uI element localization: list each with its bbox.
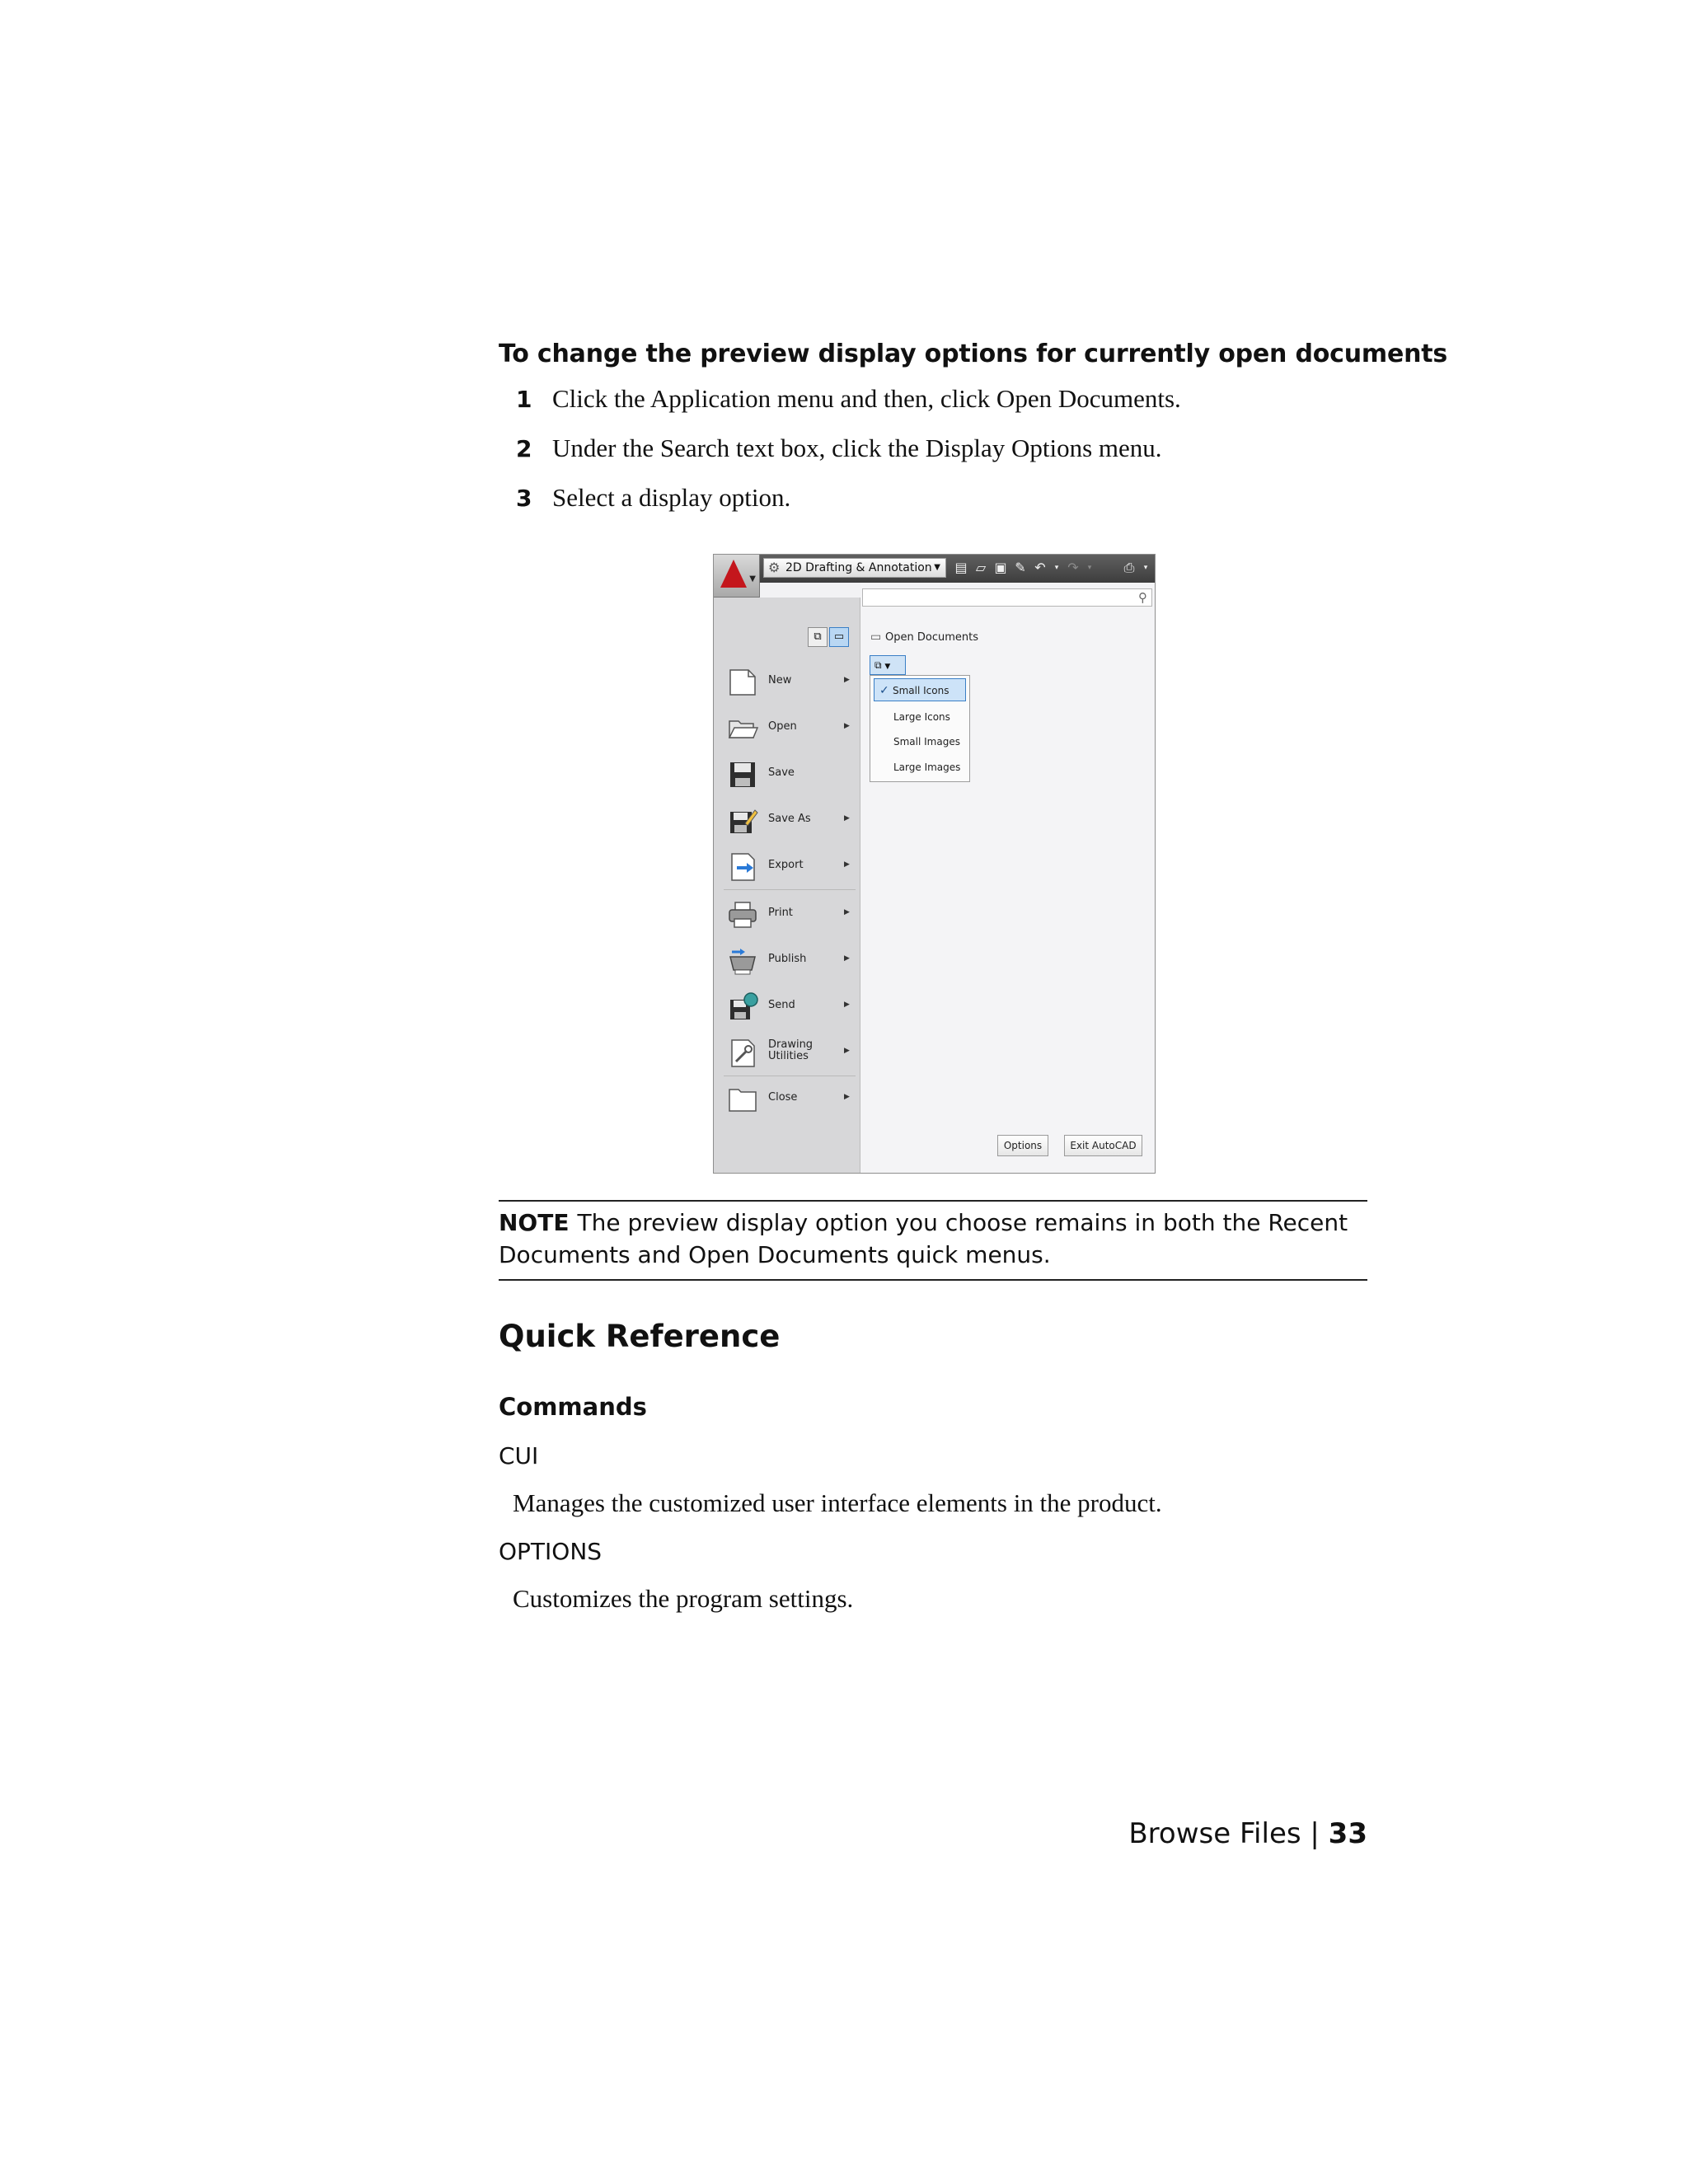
- open-documents-heading: [870, 630, 978, 644]
- menu-item-close[interactable]: [727, 1080, 857, 1118]
- undo-dropdown-icon[interactable]: ▾: [1054, 564, 1059, 572]
- chevron-down-icon: ▼: [884, 663, 891, 671]
- option-label: Large Images: [893, 762, 961, 773]
- submenu-arrow-icon: ▶: [844, 954, 850, 963]
- gear-icon: ⚙: [768, 560, 781, 575]
- autocad-logo-icon: [720, 560, 747, 588]
- open-documents-label: Open Documents: [885, 631, 978, 644]
- menu-separator: [724, 889, 856, 890]
- procedure-title: To change the preview display options for currently open documents: [499, 340, 1448, 368]
- step-text: Under the Search text box, click the Display Options menu.: [552, 434, 1162, 462]
- open-documents-icon[interactable]: ▭: [829, 627, 849, 647]
- menu-item-new[interactable]: [727, 663, 857, 701]
- submenu-arrow-icon: ▶: [844, 722, 850, 730]
- display-options-icon: ⧉: [874, 659, 882, 671]
- option-label: Large Icons: [893, 711, 950, 723]
- step-1: [516, 384, 1181, 414]
- options-button[interactable]: Options: [997, 1135, 1048, 1156]
- footer-separator: |: [1310, 1817, 1320, 1850]
- printer-icon: [727, 899, 758, 930]
- menu-item-label: Close: [768, 1091, 798, 1104]
- menu-item-save[interactable]: [727, 756, 857, 794]
- menu-item-send[interactable]: [727, 988, 857, 1026]
- drawing-utilities-icon: [727, 1038, 758, 1069]
- option-small-icons[interactable]: [874, 678, 966, 701]
- display-options-button[interactable]: [870, 655, 906, 675]
- export-icon: [727, 851, 758, 883]
- menu-item-drawing-utilities[interactable]: [727, 1034, 857, 1072]
- step-number: 1: [516, 386, 532, 413]
- customize-quick-access-icon[interactable]: ▾: [1143, 564, 1148, 572]
- menu-item-print[interactable]: [727, 896, 857, 934]
- note-box: [499, 1200, 1367, 1281]
- search-input[interactable]: [862, 588, 1152, 607]
- application-menu-screenshot: [713, 554, 1156, 1174]
- menu-item-label: Save: [768, 766, 795, 779]
- submenu-arrow-icon: ▶: [844, 860, 850, 869]
- command-name: OPTIONS: [499, 1538, 603, 1565]
- redo-icon[interactable]: ↷: [1067, 560, 1079, 575]
- undo-icon[interactable]: ↶: [1034, 560, 1046, 575]
- option-large-icons[interactable]: [870, 705, 969, 729]
- step-text: Click the Application menu and then, click Open Documents.: [552, 384, 1181, 413]
- plot-icon[interactable]: ⎙: [1123, 560, 1135, 575]
- chevron-down-icon: ▼: [934, 563, 940, 572]
- menu-item-label: Save As: [768, 813, 811, 825]
- submenu-arrow-icon: ▶: [844, 908, 850, 916]
- step-2: [516, 434, 1162, 463]
- application-menu-button[interactable]: [714, 555, 760, 598]
- page-footer: [1128, 1817, 1367, 1850]
- option-small-images[interactable]: [870, 730, 969, 753]
- folder-icon: ▭: [870, 630, 882, 644]
- note-label: NOTE: [499, 1209, 570, 1236]
- submenu-arrow-icon: ▶: [844, 1093, 850, 1101]
- exit-autocad-button[interactable]: Exit AutoCAD: [1064, 1135, 1142, 1156]
- menu-item-label: Open: [768, 720, 797, 733]
- save-as-icon[interactable]: ✎: [1015, 560, 1026, 575]
- save-as-icon: [727, 805, 758, 837]
- submenu-arrow-icon: ▶: [844, 1001, 850, 1009]
- step-3: [516, 483, 790, 513]
- note-text: The preview display option you choose remains in both the Recent Documents and Open Documents quick menus.: [499, 1209, 1348, 1268]
- submenu-arrow-icon: ▶: [844, 1047, 850, 1055]
- checkmark-icon: ✓: [879, 684, 889, 697]
- open-folder-icon: [727, 713, 758, 744]
- workspace-dropdown[interactable]: [763, 558, 946, 578]
- menu-item-open[interactable]: [727, 710, 857, 748]
- workspace-label: 2D Drafting & Annotation: [785, 561, 932, 574]
- publish-icon: [727, 945, 758, 977]
- footer-section: Browse Files: [1128, 1817, 1301, 1850]
- send-icon: [727, 991, 758, 1023]
- menu-item-label: Drawing Utilities: [768, 1038, 814, 1062]
- redo-dropdown-icon[interactable]: ▾: [1087, 564, 1092, 572]
- close-icon: [727, 1084, 758, 1115]
- save-icon: [727, 759, 758, 790]
- menu-item-label: New: [768, 674, 792, 687]
- option-label: Small Icons: [893, 685, 950, 696]
- step-number: 2: [516, 435, 532, 462]
- new-file-icon[interactable]: ▤: [954, 560, 968, 575]
- search-icon: ⚲: [1138, 590, 1147, 605]
- menu-item-label: Print: [768, 907, 793, 919]
- step-number: 3: [516, 485, 532, 512]
- page-number: 33: [1328, 1817, 1367, 1850]
- commands-heading: Commands: [499, 1393, 647, 1421]
- quick-reference-heading: Quick Reference: [499, 1319, 781, 1354]
- display-options-menu: [870, 675, 970, 782]
- submenu-arrow-icon: ▶: [844, 814, 850, 823]
- step-text: Select a display option.: [552, 483, 791, 512]
- menu-item-save-as[interactable]: [727, 802, 857, 840]
- command-description: Manages the customized user interface elements in the product.: [513, 1488, 1162, 1517]
- command-description: Customizes the program settings.: [513, 1584, 854, 1613]
- option-large-images[interactable]: [870, 756, 969, 779]
- open-folder-icon[interactable]: ▱: [975, 560, 987, 575]
- menu-item-publish[interactable]: [727, 942, 857, 980]
- menu-item-export[interactable]: [727, 848, 857, 886]
- menu-item-label: Publish: [768, 953, 807, 965]
- submenu-arrow-icon: ▶: [844, 676, 850, 684]
- menu-item-label: Send: [768, 999, 795, 1011]
- save-icon[interactable]: ▣: [994, 560, 1007, 575]
- command-name: CUI: [499, 1442, 539, 1469]
- menu-item-label: Export: [768, 859, 804, 871]
- recent-documents-icon[interactable]: ⧉: [808, 627, 828, 647]
- option-label: Small Images: [893, 736, 960, 748]
- caret-down-icon: ▼: [749, 574, 756, 583]
- new-file-icon: [727, 667, 758, 698]
